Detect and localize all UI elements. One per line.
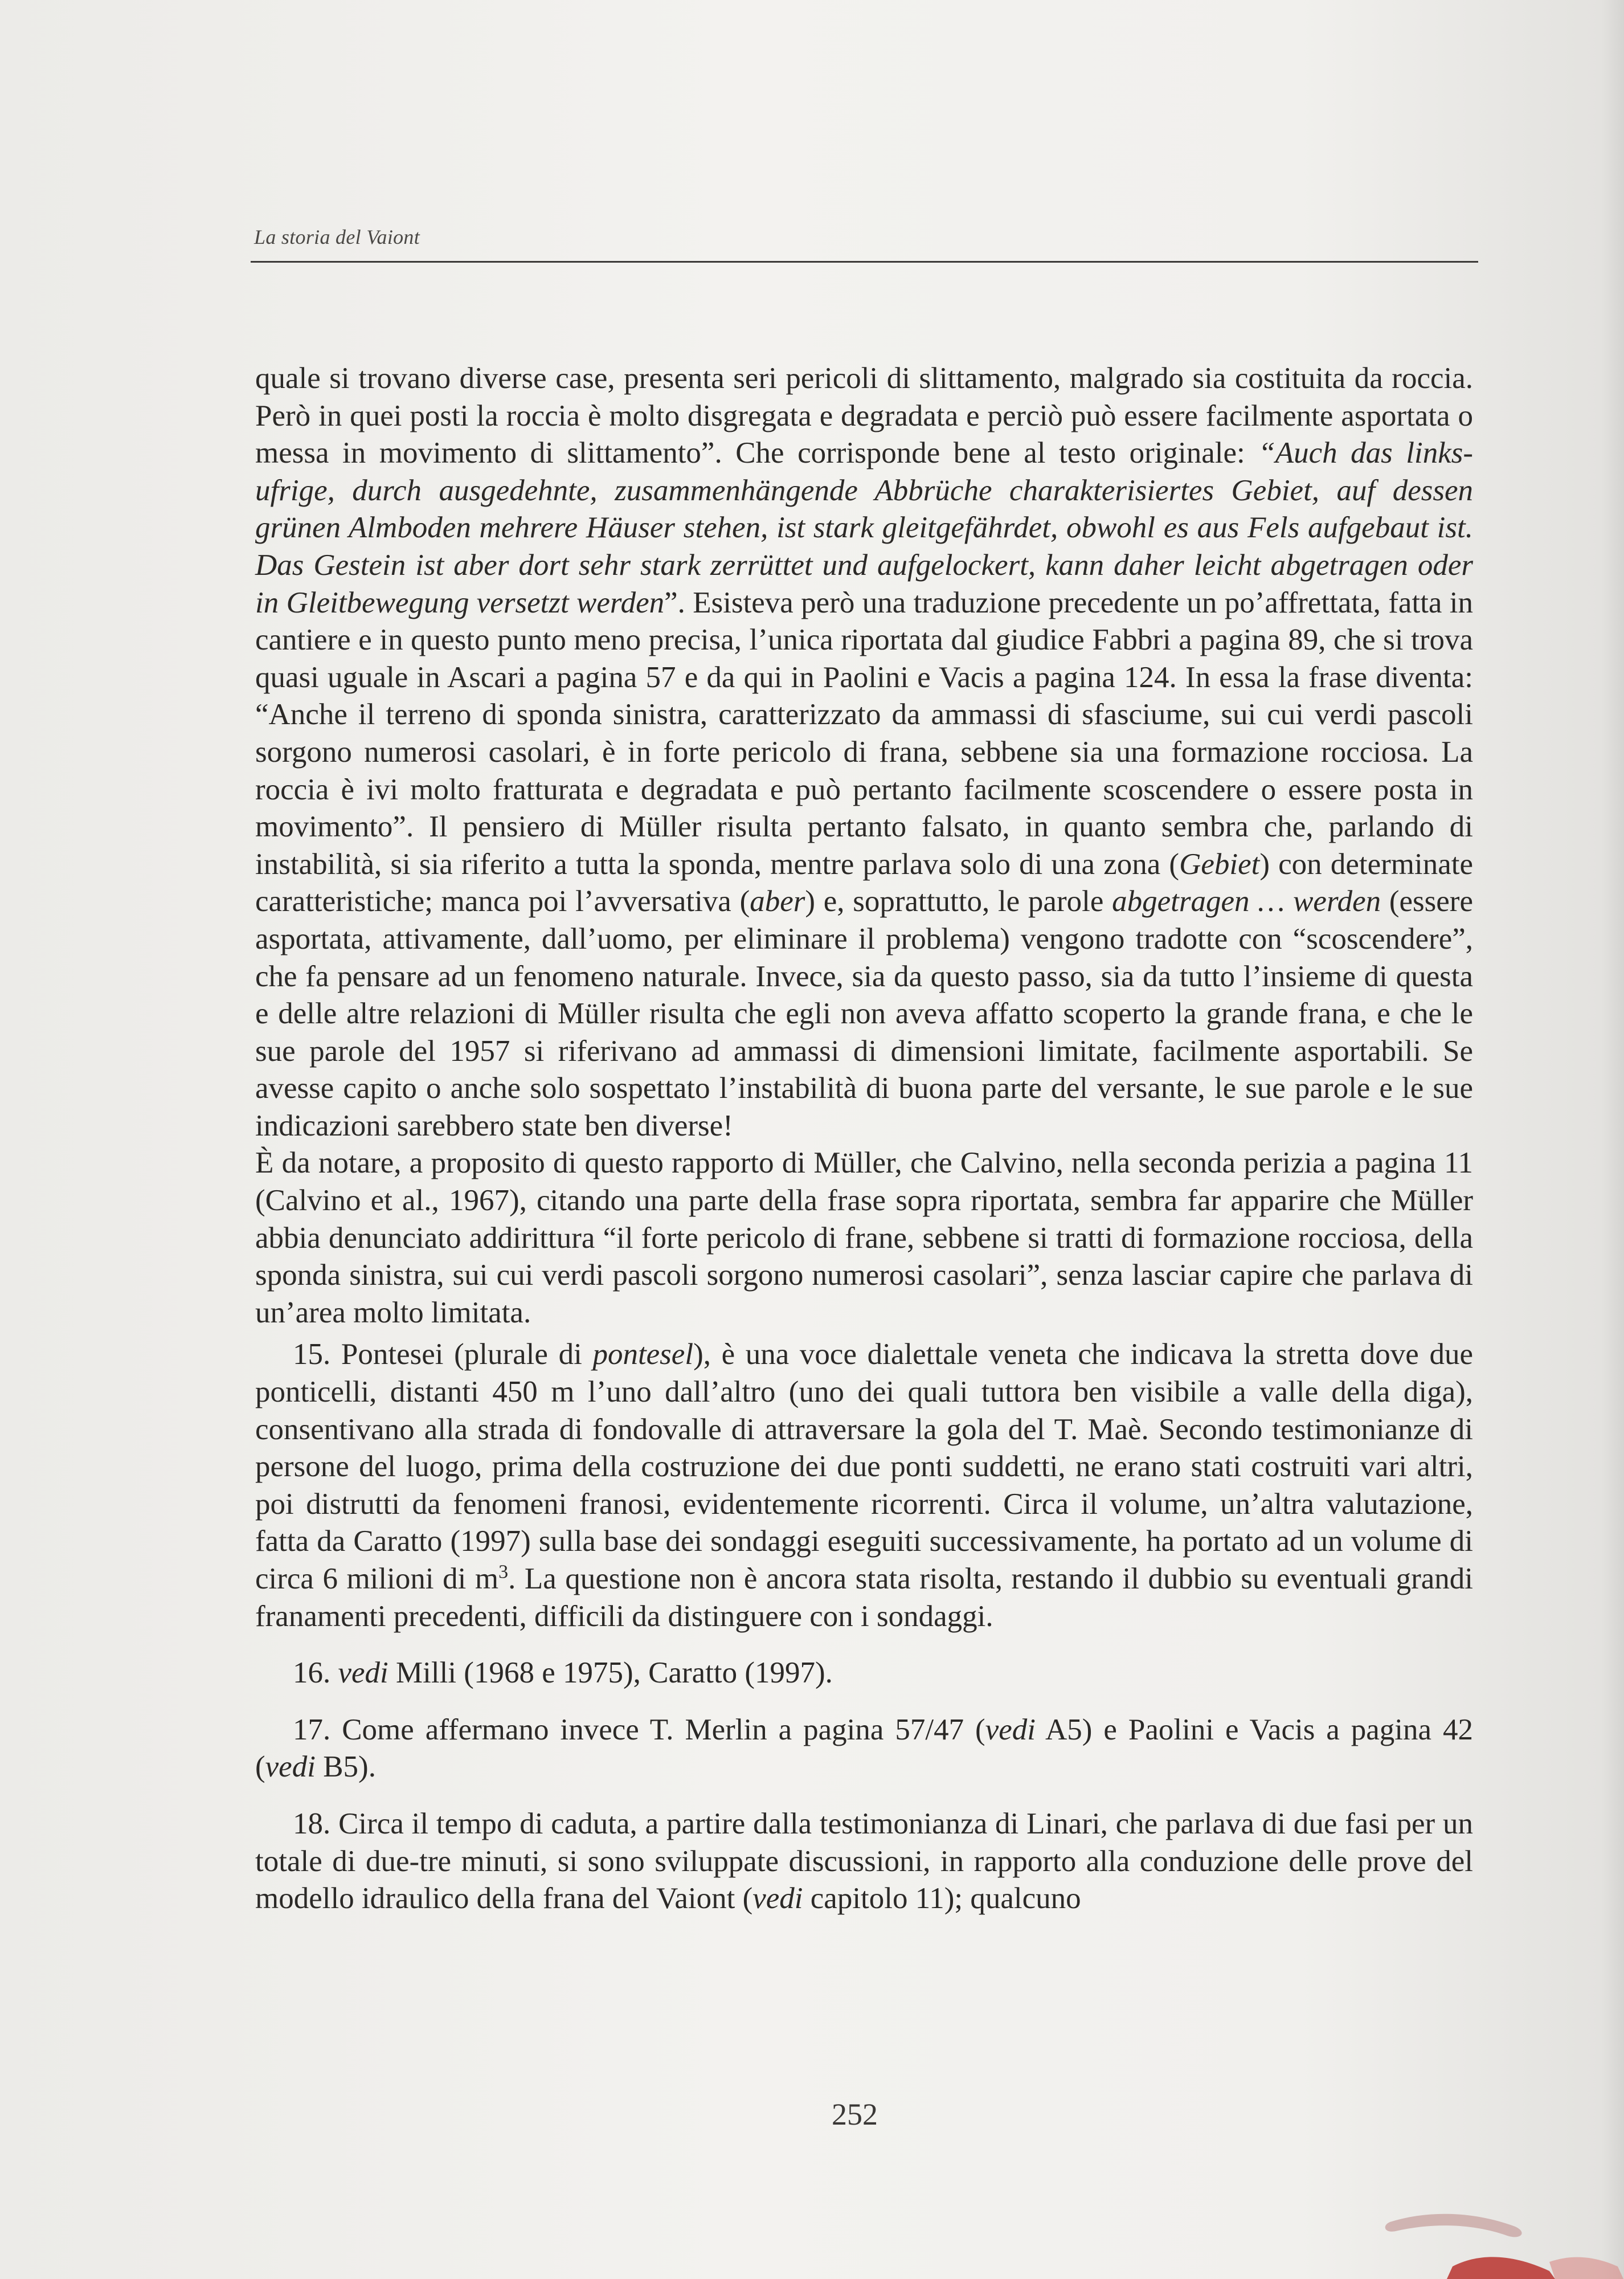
- footnote-16: 16. vedi Milli (1968 e 1975), Caratto (1997).: [293, 1656, 833, 1690]
- main-text: [255, 360, 1473, 1918]
- footnote-15: 15. Pontesei (plurale di pontesel), è una voce dialettale veneta che indicava la stretta dove due ponticelli, distanti 450 m l’uno dall’altro (uno dei quali tuttora ben visibile a valle della diga), consentivano alla strada di fondovalle di attraversare la gola del T. Maè. Secondo testimonianze di persone del luogo, prima della costruzione dei due ponti suddetti, ne erano stati costruiti vari altri, poi distrutti da fenomeni franosi, evidentemente ricorrenti. Circa il volume, un’altra valutazione, fatta da Caratto (1997) sulla base dei sondaggi eseguiti successivamente, ha portato ad un volume di circa 6 milioni di $m^3$. La questione non è ancora stata risolta, restando il dubbio su eventuali grandi franamenti precedenti, difficili da distinguere con i sondaggi.: [255, 1338, 1474, 1633]
- paragraph-calvino: È da notare, a proposito di questo rapporto di Müller, che Calvino, nella seconda perizia a pagina 11 (Calvino et al., 1967), citando una parte della frase sopra riportata, sembra far apparire che Müller abbia denunciato addirittura “il forte pericolo di frane, sebbene si tratti di formazione rocciosa, della sponda sinistra, sui cui verdi pascoli sorgono numerosi casolari”, senza lasciar capire che parlava di un’area molto limitata.: [255, 1146, 1473, 1329]
- term-gebiet: Gebiet: [1179, 847, 1260, 881]
- red-smudge-mark: [1378, 2199, 1623, 2279]
- term-abgetragen: abgetragen … werden: [1112, 885, 1381, 918]
- german-quote: “Auch das links-ufrige, durch ausgedehnte, zusammenhängende Abbrüche charakterisiertes Gebiet, auf dessen grünen Almboden mehrere Häuser stehen, ist stark gleitgefährdet, obwohl es aus Fels aufgebaut ist. Das Gestein ist aber dort sehr stark zerrüttet und aufgelockert, kann daher leicht abgetragen oder in Gleitbewegung versetzt werden: [255, 436, 1473, 619]
- footnote-17: 17. Come affermano invece T. Merlin a pagina 57/47 (vedi A5) e Paolini e Vacis a pagina 42 (vedi B5).: [255, 1713, 1473, 1784]
- running-head: La storia del Vaiont: [254, 226, 420, 248]
- footnote-18: 18. Circa il tempo di caduta, a partire dalla testimonianza di Linari, che parlava di due fasi per un totale di due-tre minuti, si sono sviluppate discussioni, in rapporto alla conduzione delle prove del modello idraulico della frana del Vaiont (vedi capitolo 11); qualcuno: [255, 1807, 1473, 1915]
- page-edge-shadow: [1601, 0, 1624, 2279]
- page-number: 252: [832, 2097, 878, 2131]
- term-aber: aber: [750, 885, 805, 918]
- paragraph-mueller-translation: quale si trovano diverse case, presenta seri pericoli di slittamento, malgrado sia costituita da roccia. Però in quei posti la roccia è molto disgregata e degradata e perciò può essere facilmente asportata o messa in movimento di slittamento”. Che corrisponde bene al testo originale: “Auch das links-ufrige, durch ausgedehnte, zusammenhängende Abbrüche charakterisiertes Gebiet, auf dessen grünen Almboden mehrere Häuser stehen, ist stark gleitgefährdet, obwohl es aus Fels aufgebaut ist. Das Gestein ist aber dort sehr stark zerrüttet und aufgelockert, kann daher leicht abgetragen oder in Gleitbewegung versetzt werden”. Esisteva però una traduzione precedente un po’affrettata, fatta in cantiere e in questo punto meno precisa, l’unica riportata dal giudice Fabbri a pagina 89, che si trova quasi uguale in Ascari a pagina 57 e da qui in Paolini e Vacis a pagina 124. In essa la frase diventa: “Anche il terreno di sponda sinistra, caratterizzato da ammassi di sfasciume, sui cui verdi pascoli sorgono numerosi casolari, è in forte pericolo di frana, sebbene sia una formazione rocciosa. La roccia è ivi molto fratturata e degradata e può pertanto facilmente scoscendere o essere posta in movimento”. Il pensiero di Müller risulta pertanto falsato, in quanto sembra che, parlando di instabilità, si sia riferito a tutta la sponda, mentre parlava solo di una zona (Gebiet) con determinate caratteristiche; manca poi l’avversativa (aber) e, soprattutto, le parole abgetragen … werden (essere asportata, attivamente, dall’uomo, per eliminare il problema) vengono tradotte con “scoscendere”, che fa pensare ad un fenomeno naturale. Invece, sia da questo passo, sia da tutto l’insieme di questa e delle altre relazioni di Müller risulta che egli non aveva affatto scoperto la grande frana, e che le sue parole del 1957 si riferivano ad ammassi di dimensioni limitate, facilmente asportabili. Se avesse capito o anche solo sospettato l’instabilità di buona parte del versante, le sue parole e le sue indicazioni sarebbero state ben diverse!: [255, 362, 1473, 1142]
- header-rule: [251, 261, 1478, 263]
